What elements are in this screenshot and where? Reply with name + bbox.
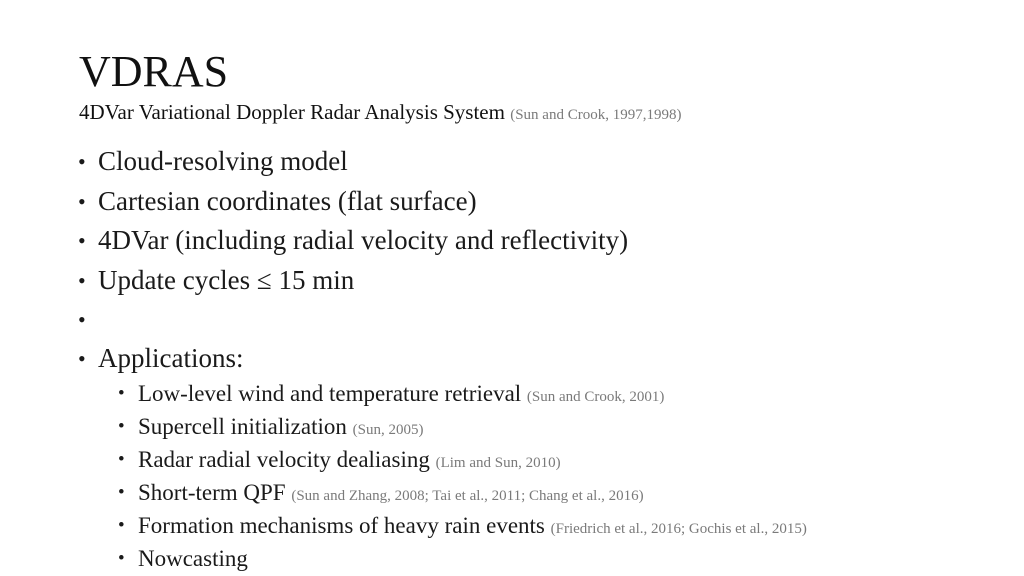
application-text: Formation mechanisms of heavy rain events: [138, 512, 545, 538]
bullet-item: [78, 261, 807, 301]
slide-title: VDRAS: [79, 47, 229, 96]
application-text: Radar radial velocity dealiasing: [138, 446, 430, 472]
application-item: [118, 412, 807, 445]
application-text: Low-level wind and temperature retrieval: [138, 380, 522, 406]
bullet-text: 4DVar (including radial velocity and reflectivity): [98, 225, 629, 255]
application-citation: (Sun and Zhang, 2008; Tai et al., 2011; Chang et al., 2016): [291, 487, 644, 504]
application-citation: (Sun, 2005): [352, 421, 424, 438]
application-text: Supercell initialization: [138, 413, 347, 439]
applications-heading: Applications:: [98, 343, 244, 373]
bullet-item: [78, 221, 807, 261]
applications-list: [118, 379, 807, 574]
application-citation: (Lim and Sun, 2010): [435, 454, 561, 471]
bullet-list: [78, 142, 807, 574]
application-item: [118, 544, 807, 574]
application-item: [118, 478, 807, 511]
application-item: [118, 445, 807, 478]
application-text: Short-term QPF: [138, 479, 286, 505]
bullet-text: Update cycles ≤ 15 min: [98, 264, 355, 295]
application-citation: (Sun and Crook, 2001): [526, 388, 665, 405]
slide-subtitle: [79, 99, 681, 128]
application-item: [118, 511, 807, 544]
application-citation: (Friedrich et al., 2016; Gochis et al., 2015): [550, 520, 807, 537]
list-spacer: [78, 300, 807, 339]
applications-item: [78, 339, 807, 574]
subtitle-citation: (Sun and Crook, 1997,1998): [510, 107, 682, 123]
subtitle-text: 4DVar Variational Doppler Radar Analysis System: [79, 100, 505, 124]
bullet-item: [78, 142, 807, 182]
application-item: [118, 379, 807, 412]
bullet-text: Cartesian coordinates (flat surface): [98, 185, 477, 216]
application-text: Nowcasting: [138, 545, 248, 571]
bullet-text: Cloud-resolving model: [98, 146, 348, 176]
bullet-item: [78, 182, 807, 222]
